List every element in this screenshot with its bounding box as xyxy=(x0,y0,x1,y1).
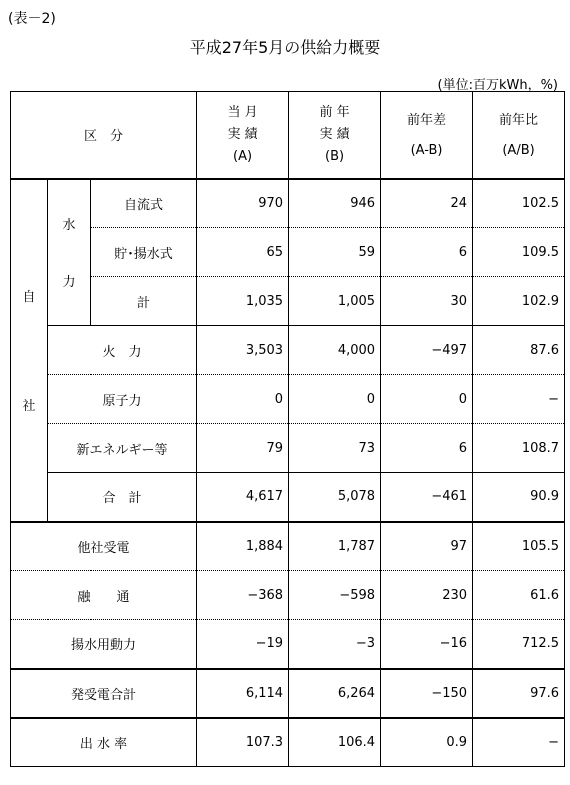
row-label: 新エネルギー等 xyxy=(48,424,197,473)
table-row xyxy=(11,277,565,326)
header-col-diff xyxy=(381,92,473,179)
cell-diff: −150 xyxy=(381,669,473,718)
header-col-ratio-line2: (A/B) xyxy=(502,142,535,158)
cell-b: 946 xyxy=(289,179,381,228)
header-col-b-line3: (B) xyxy=(325,148,345,164)
cell-b: 1,005 xyxy=(289,277,381,326)
cell-b: 59 xyxy=(289,228,381,277)
table-row xyxy=(11,718,565,767)
cell-diff: 24 xyxy=(381,179,473,228)
cell-ratio: 105.5 xyxy=(473,522,565,571)
row-label: 発受電合計 xyxy=(11,669,197,718)
row-label: 融 通 xyxy=(11,571,197,620)
table-row xyxy=(11,522,565,571)
cell-a: 1,035 xyxy=(197,277,289,326)
header-col-ratio xyxy=(473,92,565,179)
cell-ratio: 109.5 xyxy=(473,228,565,277)
cell-a: −19 xyxy=(197,620,289,669)
cell-diff: 30 xyxy=(381,277,473,326)
table-row xyxy=(11,326,565,375)
cell-ratio: 108.7 xyxy=(473,424,565,473)
cell-a: 1,884 xyxy=(197,522,289,571)
cell-diff: 6 xyxy=(381,424,473,473)
header-col-diff-line2: (A-B) xyxy=(410,142,443,158)
cell-diff: −16 xyxy=(381,620,473,669)
hydro-label-char1: 水 xyxy=(62,218,76,234)
row-label: 他社受電 xyxy=(11,522,197,571)
cell-a: 4,617 xyxy=(197,473,289,522)
table-row xyxy=(11,620,565,669)
cell-b: 106.4 xyxy=(289,718,381,767)
cell-a: −368 xyxy=(197,571,289,620)
cell-ratio: 102.5 xyxy=(473,179,565,228)
own-group-label xyxy=(11,179,48,522)
header-category xyxy=(11,92,197,179)
table-row xyxy=(11,228,565,277)
header-col-b-line2: 実 績 xyxy=(319,126,350,142)
header-col-ratio-line1: 前年比 xyxy=(499,112,539,128)
cell-ratio: 61.6 xyxy=(473,571,565,620)
cell-ratio: 97.6 xyxy=(473,669,565,718)
row-label: 原子力 xyxy=(48,375,197,424)
cell-a: 79 xyxy=(197,424,289,473)
header-category-label: 区 分 xyxy=(84,129,124,145)
cell-ratio: − xyxy=(473,718,565,767)
cell-b: 1,787 xyxy=(289,522,381,571)
row-label: 貯･揚水式 xyxy=(91,228,197,277)
row-label: 火 力 xyxy=(48,326,197,375)
supply-table xyxy=(10,91,565,767)
table-row xyxy=(11,179,565,228)
table-row xyxy=(11,571,565,620)
cell-b: −3 xyxy=(289,620,381,669)
hydro-group-label xyxy=(48,179,91,326)
cell-b: 6,264 xyxy=(289,669,381,718)
cell-a: 970 xyxy=(197,179,289,228)
cell-diff: 6 xyxy=(381,228,473,277)
cell-diff: 230 xyxy=(381,571,473,620)
cell-ratio: − xyxy=(473,375,565,424)
cell-b: 0 xyxy=(289,375,381,424)
cell-ratio: 87.6 xyxy=(473,326,565,375)
cell-diff: −497 xyxy=(381,326,473,375)
cell-a: 65 xyxy=(197,228,289,277)
row-label: 揚水用動力 xyxy=(11,620,197,669)
cell-b: 5,078 xyxy=(289,473,381,522)
header-col-a-line1: 当 月 xyxy=(227,104,258,120)
table-label: (表－2) xyxy=(8,11,56,27)
page-title: 平成27年5月の供給力概要 xyxy=(189,38,381,57)
unit-note: (単位:百万kWh，%) xyxy=(437,78,558,93)
cell-ratio: 102.9 xyxy=(473,277,565,326)
table-row xyxy=(11,375,565,424)
cell-a: 3,503 xyxy=(197,326,289,375)
cell-a: 107.3 xyxy=(197,718,289,767)
header-col-a-line3: (A) xyxy=(233,148,253,164)
table-row xyxy=(11,473,565,522)
own-label-char2: 社 xyxy=(22,399,36,414)
header-col-a-line2: 実 績 xyxy=(227,126,258,142)
header-col-b xyxy=(289,92,381,179)
table-row xyxy=(11,669,565,718)
header-col-b-line1: 前 年 xyxy=(319,104,350,120)
cell-diff: 0.9 xyxy=(381,718,473,767)
cell-ratio: 90.9 xyxy=(473,473,565,522)
hydro-label-char2: 力 xyxy=(62,275,76,291)
cell-b: 73 xyxy=(289,424,381,473)
cell-diff: 97 xyxy=(381,522,473,571)
cell-a: 0 xyxy=(197,375,289,424)
cell-a: 6,114 xyxy=(197,669,289,718)
cell-b: 4,000 xyxy=(289,326,381,375)
header-row xyxy=(11,92,565,179)
row-label: 自流式 xyxy=(91,179,197,228)
row-label: 出 水 率 xyxy=(11,718,197,767)
header-col-a xyxy=(197,92,289,179)
header-col-diff-line1: 前年差 xyxy=(407,112,447,128)
own-label-char1: 自 xyxy=(22,290,36,305)
row-label: 合 計 xyxy=(48,473,197,522)
cell-ratio: 712.5 xyxy=(473,620,565,669)
cell-diff: 0 xyxy=(381,375,473,424)
cell-b: −598 xyxy=(289,571,381,620)
row-label: 計 xyxy=(91,277,197,326)
cell-diff: −461 xyxy=(381,473,473,522)
table-row xyxy=(11,424,565,473)
